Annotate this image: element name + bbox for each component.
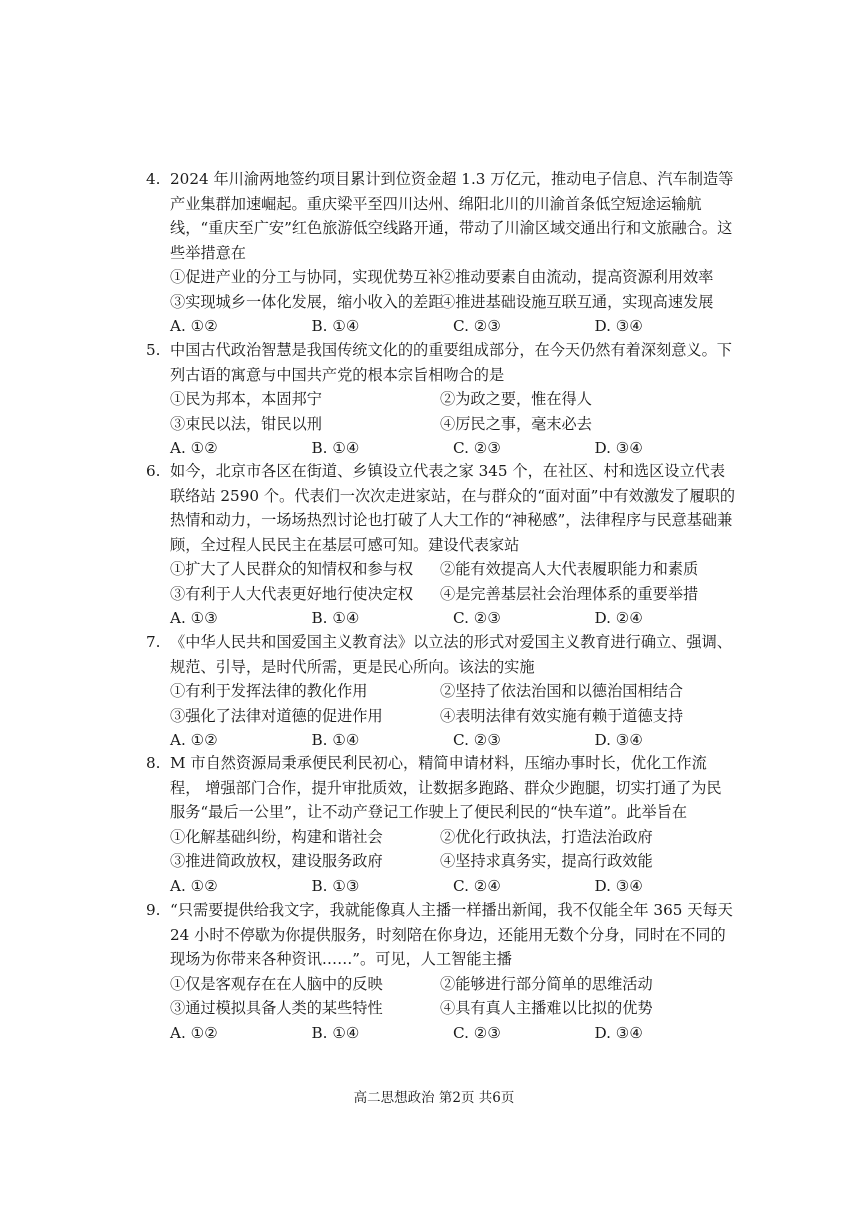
option-list	[146, 557, 736, 606]
option-list	[146, 972, 736, 1021]
option-list	[146, 265, 736, 314]
option-list	[146, 679, 736, 728]
question-stem: 中国古代政治智慧是我国传统文化的的重要组成部分，在今天仍然有着深刻意义。下列古语的寓意与中国共产党的根本宗旨相吻合的是	[170, 341, 732, 384]
option-3: ③通过模拟具备人类的某些特性	[170, 999, 383, 1017]
answer-b: B. ①③	[311, 876, 360, 895]
option-1: ①有利于发挥法律的教化作用	[170, 682, 368, 700]
answer-a: A. ①②	[170, 876, 218, 895]
question-number: 9.	[146, 901, 161, 919]
answer-b: B. ①④	[311, 609, 360, 627]
answer-c: C. ②③	[453, 731, 501, 749]
option-1: ①化解基础纠纷，构建和谐社会	[170, 827, 383, 846]
option-1: ①民为邦本，本固邦宁	[170, 390, 322, 408]
option-4: ④是完善基层社会治理体系的重要举措	[440, 584, 699, 603]
answer-d: D. ③④	[594, 317, 644, 335]
option-4: ④推进基础设施互联互通，实现高速发展	[440, 292, 714, 311]
answer-a: A. ①②	[170, 439, 218, 457]
option-2: ②坚持了依法治国和以德治国相结合	[440, 682, 683, 700]
option-3: ③推进简政放权，建设服务政府	[170, 852, 383, 870]
question-7	[146, 630, 736, 753]
question-stem: 如今，北京市各区在街道、乡镇设立代表之家 345 个，在社区、村和选区设立代表联络站 2590 个。代表们一次次走进家站，在与群众的“面对面”中有效激发了履职的热情和动力，一场场热烈讨论也打破了人大工作的“神秘感”，法律程序与民意基础兼顾，全过程人民民主在基层可感可知。建设代表家站	[170, 462, 736, 554]
answer-b: B. ①④	[311, 317, 360, 335]
option-2: ②为政之要，惟在得人	[440, 390, 592, 408]
question-stem: 2024 年川渝两地签约项目累计到位资金超 1.3 万亿元，推动电子信息、汽车制造等产业集群加速崛起。重庆梁平至四川达州、绵阳北川的川渝首条低空短途运输航线，“重庆至广安”红色旅游低空线路开通，带动了川渝区域交通出行和文旅融合。这些举措意在	[170, 170, 734, 262]
option-4: ④表明法律有效实施有赖于道德支持	[440, 706, 683, 725]
option-3: ③实现城乡一体化发展，缩小收入的差距	[170, 292, 444, 311]
answer-choices	[146, 606, 736, 631]
question-stem: “只需要提供给我文字，我就能像真人主播一样播出新闻，我不仅能全年 365 天每天 24 小时不停歇为你提供服务，时刻陪在你身边，还能用无数个分身，同时在不同的现场为你带来各种资讯……”。可见，人工智能主播	[170, 901, 733, 968]
answer-c: C. ②③	[453, 609, 501, 627]
option-1: ①扩大了人民群众的知情权和参与权	[170, 560, 413, 578]
option-2: ②能够进行部分简单的思维活动	[440, 974, 653, 993]
question-6	[146, 459, 736, 631]
question-number: 8.	[146, 754, 161, 772]
option-list	[146, 825, 736, 874]
answer-c: C. ②④	[453, 876, 501, 895]
answer-choices	[146, 314, 736, 339]
option-1: ①仅是客观存在在人脑中的反映	[170, 974, 383, 993]
answer-c: C. ②③	[453, 439, 501, 457]
option-2: ②推动要素自由流动，提高资源利用效率	[440, 268, 714, 286]
question-4	[146, 167, 736, 339]
question-5	[146, 338, 736, 461]
answer-choices	[146, 874, 736, 899]
question-number: 5.	[146, 341, 161, 359]
answer-b: B. ①④	[311, 731, 360, 749]
option-2: ②能有效提高人大代表履职能力和素质	[440, 560, 699, 578]
question-number: 7.	[146, 633, 161, 651]
option-3: ③强化了法律对道德的促进作用	[170, 706, 383, 725]
question-number: 4.	[146, 170, 161, 188]
answer-a: A. ①②	[170, 317, 218, 335]
answer-a: A. ①②	[170, 1023, 218, 1042]
answer-b: B. ①④	[311, 1023, 360, 1042]
question-9	[146, 898, 736, 1045]
question-number: 6.	[146, 462, 161, 480]
option-list	[146, 387, 736, 436]
answer-choices	[146, 728, 736, 753]
option-3: ③束民以法，钳民以刑	[170, 414, 322, 433]
answer-c: C. ②③	[453, 1023, 501, 1042]
option-4: ④坚持求真务实，提高行政效能	[440, 852, 653, 870]
answer-d: D. ③④	[594, 876, 644, 895]
answer-choices	[146, 1021, 736, 1046]
option-1: ①促进产业的分工与协同，实现优势互补	[170, 268, 444, 286]
answer-c: C. ②③	[453, 317, 501, 335]
question-8	[146, 751, 736, 898]
answer-a: A. ①②	[170, 731, 218, 749]
answer-d: D. ③④	[594, 439, 644, 457]
answer-b: B. ①④	[311, 439, 360, 457]
question-stem: M 市自然资源局秉承便民利民初心，精简申请材料，压缩办事时长，优化工作流程， 增强部门合作，提升审批质效，让数据多跑路、群众少跑腿，切实打通了为民服务“最后一公里”，让不动产登记工作驶上了便民利民的“快车道”。此举旨在	[170, 754, 722, 821]
option-3: ③有利于人大代表更好地行使决定权	[170, 584, 413, 603]
option-2: ②优化行政执法，打造法治政府	[440, 827, 653, 846]
answer-a: A. ①③	[170, 609, 218, 627]
option-4: ④具有真人主播难以比拟的优势	[440, 999, 653, 1017]
question-stem: 《中华人民共和国爱国主义教育法》以立法的形式对爱国主义教育进行确立、强调、规范、引导，是时代所需，更是民心所向。该法的实施	[170, 633, 732, 676]
answer-choices	[146, 436, 736, 461]
answer-d: D. ③④	[594, 731, 644, 749]
answer-d: D. ③④	[594, 1023, 644, 1042]
option-4: ④厉民之事，毫末必去	[440, 414, 592, 433]
page-footer: 高二思想政治 第2页 共6页	[353, 1090, 515, 1106]
answer-d: D. ②④	[594, 609, 644, 627]
